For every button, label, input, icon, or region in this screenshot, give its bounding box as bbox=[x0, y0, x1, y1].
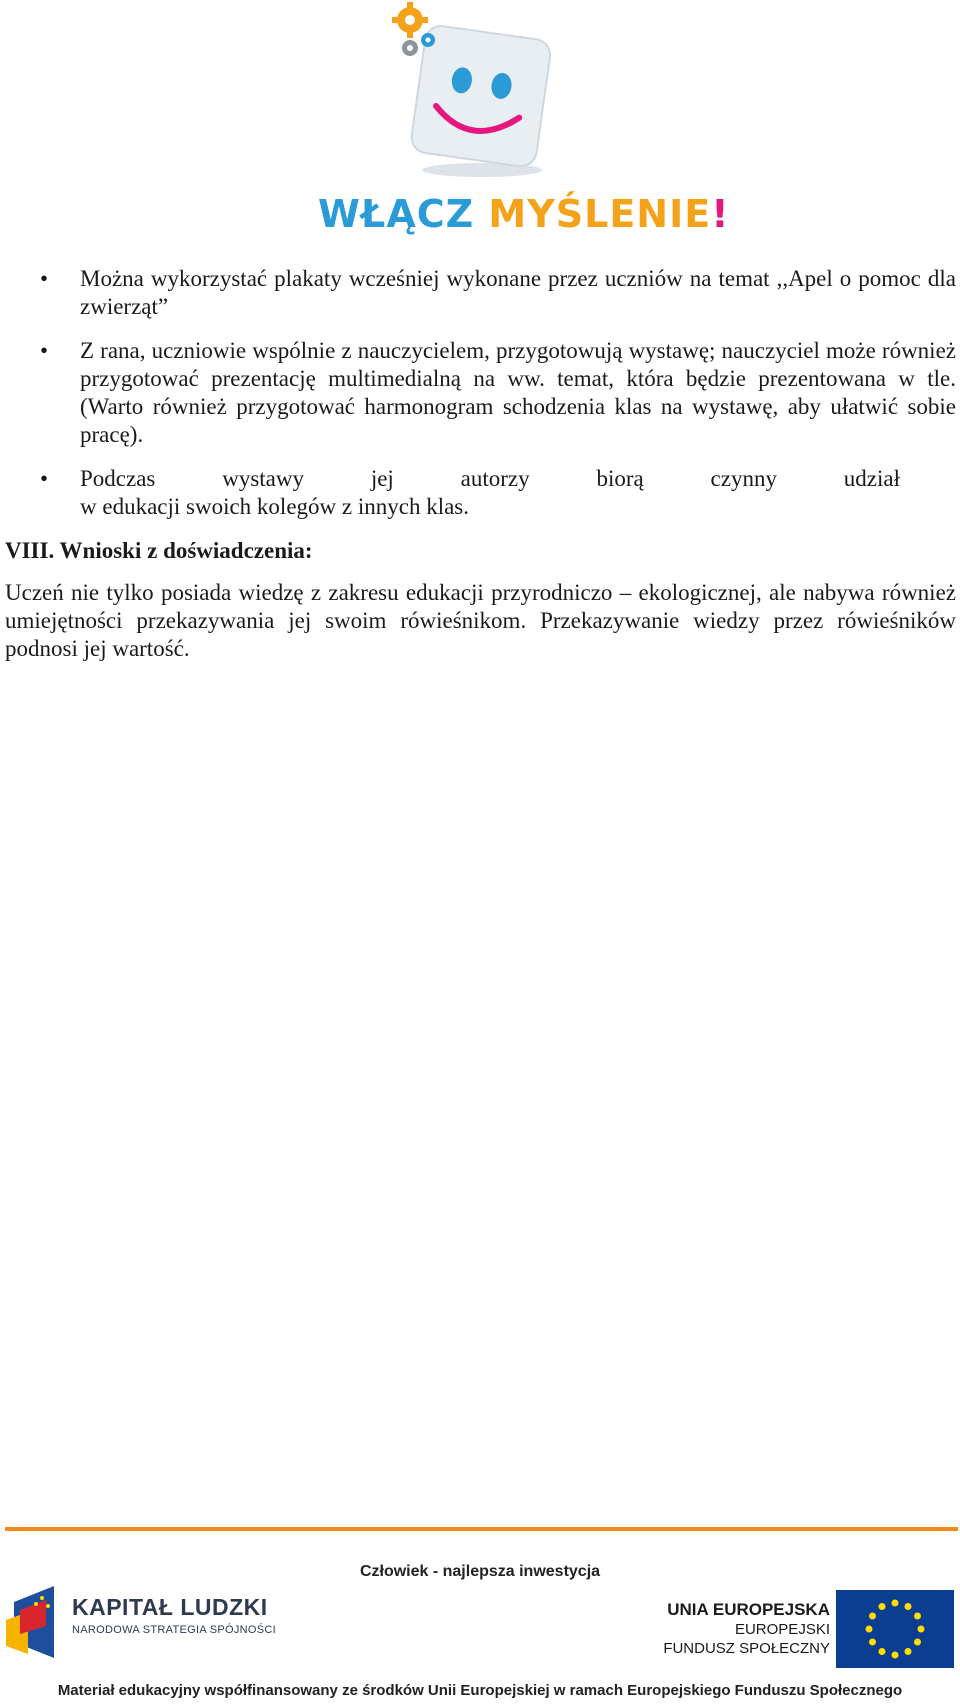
section-paragraph: Uczeń nie tylko posiada wiedzę z zakresu edukacji przyrodniczo – ekologicznej, ale nabywa również umiejętności przekazywania jej swoim rówieśnikom. Przekazywanie wiedzy przez rówieśników podnosi jej wartość. bbox=[5, 580, 956, 661]
gear-icon-orange bbox=[392, 2, 428, 38]
bullet-marker: • bbox=[40, 266, 49, 291]
bullet-list bbox=[0, 265, 960, 521]
list-item-text-line2: w edukacji swoich kolegów z innych klas. bbox=[80, 494, 469, 519]
eu-flag-icon bbox=[836, 1590, 954, 1668]
gear-icon-gray bbox=[402, 40, 418, 56]
eu-line-1: UNIA EUROPEJSKA bbox=[667, 1600, 830, 1619]
logo-wordmark bbox=[318, 192, 730, 236]
gear-icon-blue bbox=[421, 33, 435, 47]
eu-line-3: FUNDUSZ SPOŁECZNY bbox=[663, 1640, 830, 1657]
logo-word-2: MYŚLENIE bbox=[488, 192, 712, 236]
kapital-ludzki-logo bbox=[6, 1580, 276, 1665]
logo-exclaim: ! bbox=[711, 192, 730, 236]
kl-subtitle: NARODOWA STRATEGIA SPÓJNOŚCI bbox=[72, 1624, 276, 1636]
eu-logo bbox=[660, 1590, 958, 1670]
list-item-text: Z rana, uczniowie wspólnie z nauczycielem, przygotowują wystawę; nauczyciel może również przygotować prezentację multimedialną na ww. temat, która będzie prezentowana w tle. (Warto również przygotować harmonogram schodzenia klas na wystawę, aby ułatwić sobie pracę). bbox=[80, 338, 956, 447]
footer-slogan: Człowiek - najlepsza inwestycja bbox=[359, 1563, 601, 1580]
project-logo bbox=[300, 0, 730, 245]
kapital-ludzki-emblem-icon bbox=[6, 1580, 66, 1665]
list-item-text-line1: Podczas wystawy jej autorzy biorą czynny udział bbox=[80, 466, 900, 491]
bullet-marker: • bbox=[40, 466, 49, 491]
list-item bbox=[0, 465, 960, 521]
eu-line-2: EUROPEJSKI bbox=[734, 1621, 830, 1638]
funding-note: Materiał edukacyjny współfinansowany ze środków Unii Europejskiej w ramach Europejskiego Funduszu Społecznego bbox=[57, 1682, 903, 1699]
eu-text bbox=[663, 1600, 830, 1658]
bullet-marker: • bbox=[40, 338, 49, 363]
kl-title: KAPITAŁ LUDZKI bbox=[72, 1594, 268, 1620]
document-body bbox=[0, 265, 960, 663]
smiley-cube-icon bbox=[300, 0, 660, 190]
footer-divider bbox=[5, 1527, 958, 1531]
section-heading: VIII. Wnioski z doświadczenia: bbox=[5, 538, 313, 563]
logo-word-1: WŁĄCZ bbox=[318, 192, 475, 236]
list-item bbox=[0, 337, 960, 449]
list-item bbox=[0, 265, 960, 321]
list-item-text: Można wykorzystać plakaty wcześniej wykonane przez uczniów na temat ,,Apel o pomoc dla zwierząt” bbox=[80, 266, 956, 319]
